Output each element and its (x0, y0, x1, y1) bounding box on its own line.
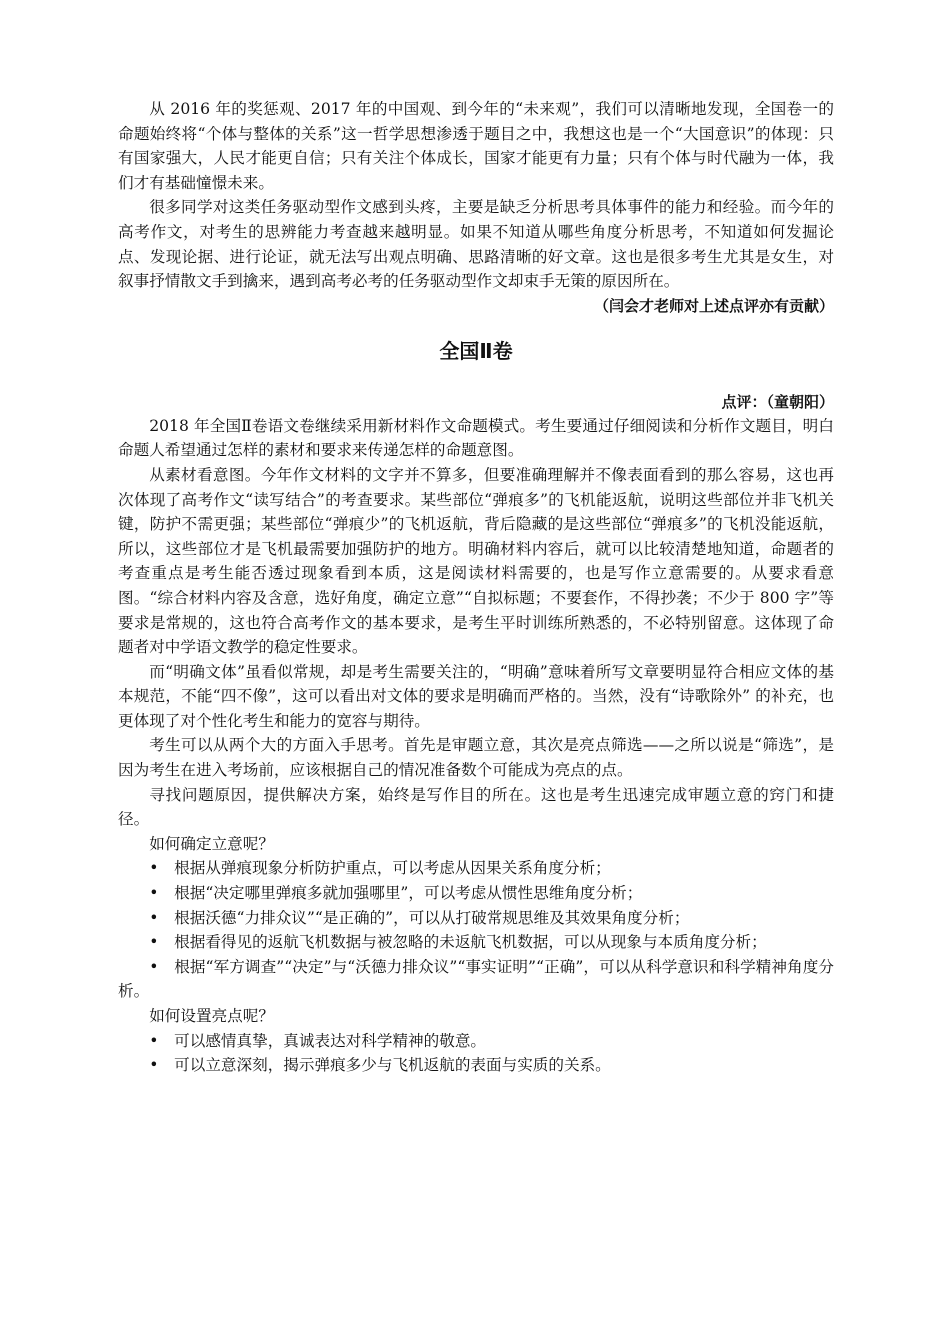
bullet-item (118, 856, 834, 881)
bullet-icon: • (149, 884, 159, 903)
bullet-item (118, 955, 834, 1004)
bullet-icon: • (149, 1056, 159, 1075)
paragraph: 从素材看意图。今年作文材料的文字并不算多，但要准确理解并不像表面看到的那么容易，这也再次体现了高考作文“读写结合”的考查要求。某些部位“弹痕多”的飞机能返航，说明这些部位并非飞机关键，防护不需更强；某些部位“弹痕少”的飞机返航，背后隐藏的是这些部位“弹痕多”的飞机没能返航，所以，这些部位才是飞机最需要加强防护的地方。明确材料内容后，就可以比较清楚地知道，命题者的考查重点是考生能否透过现象看到本质，这是阅读材料需要的，也是写作立意需要的。从要求看意图。“综合材料内容及含意，选好角度，确定立意”“自拟标题；不要套作，不得抄袭；不少于 800 字”等要求是常规的，这也符合高考作文的基本要求，是考生平时训练所熟悉的，不必特别留意。这体现了命题者对中学语文教学的稳定性要求。 (118, 465, 834, 657)
bullet-icon: • (149, 957, 159, 976)
bullet-item (118, 906, 834, 931)
paragraph: 考生可以从两个大的方面入手思考。首先是审题立意，其次是亮点筛选——之所以说是“筛选”，是因为考生在进入考场前，应该根据自己的情况准备数个可能成为亮点的点。 (118, 736, 834, 780)
subheading: 如何确定立意呢？ (149, 834, 274, 853)
section-title: 全国Ⅱ卷 (439, 338, 513, 363)
bullet-text: 根据从弹痕现象分析防护重点，可以考虑从因果关系角度分析； (174, 859, 611, 878)
bullet-icon: • (149, 1031, 159, 1050)
paragraph: 很多同学对这类任务驱动型作文感到头疼，主要是缺乏分析思考具体事件的能力和经验。而今年的高考作文，对考生的思辨能力考查越来越明显。如果不知道从哪些角度分析思考，不知道如何发掘论点、发现论据、进行论证，就无法写出观点明确、思路清晰的好文章。这也是很多考生尤其是女生，对叙事抒情散文手到擒来，遇到高考必考的任务驱动型作文却束手无策的原因所在。 (118, 198, 834, 291)
bullet-text: 可以立意深刻，揭示弹痕多少与飞机返航的表面与实质的关系。 (174, 1056, 611, 1075)
bullet-item (118, 1029, 834, 1054)
bullet-text: 根据“军方调查”“决定”与“沃德力排众议”“事实证明”“正确”，可以从科学意识和科学精神角度分析。 (118, 957, 834, 1001)
bullet-icon: • (149, 933, 159, 952)
paragraph: 寻找问题原因，提供解决方案，始终是写作目的所在。这也是考生迅速完成审题立意的窍门和捷径。 (118, 785, 834, 829)
subheading: 如何设置亮点呢？ (149, 1007, 274, 1025)
credit-note: （闫会才老师对上述点评亦有贡献） (593, 296, 834, 315)
bullet-text: 可以感情真挚，真诚表达对科学精神的敬意。 (174, 1031, 487, 1050)
bullet-text: 根据“决定哪里弹痕多就加强哪里”，可以考虑从惯性思维角度分析； (174, 884, 643, 903)
bullet-item (118, 930, 834, 955)
paragraph: 2018 年全国Ⅱ卷语文卷继续采用新材料作文命题模式。考生要通过仔细阅读和分析作文题目，明白命题人希望通过怎样的素材和要求来传递怎样的命题意图。 (118, 416, 834, 460)
bullet-item (118, 1053, 834, 1078)
bullet-icon: • (149, 859, 159, 878)
bullet-item (118, 881, 834, 906)
paragraph: 而“明确文体”虽看似常规，却是考生需要关注的，“明确”意味着所写文章要明显符合相应文体的基本规范，不能“四不像”，这可以看出对文体的要求是明确而严格的。当然，没有“诗歌除外” 的补充，也更体现了对个性化考生和能力的宽容与期待。 (118, 662, 834, 730)
document-page (118, 97, 834, 1078)
bullet-text: 根据看得见的返航飞机数据与被忽略的未返航飞机数据，可以从现象与本质角度分析； (174, 933, 767, 952)
bullet-icon: • (149, 908, 159, 927)
bullet-text: 根据沃德“力排众议”“是正确的”，可以从打破常规思维及其效果角度分析； (174, 908, 690, 927)
reviewer-note: 点评：（童朝阳） (721, 392, 834, 411)
paragraph: 从 2016 年的奖惩观、2017 年的中国观、到今年的“未来观”，我们可以清晰地发现，全国卷一的命题始终将“个体与整体的关系”这一哲学思想渗透于题目之中，我想这也是一个“大国意识”的体现：只有国家强大，人民才能更自信；只有关注个体成长，国家才能更有力量；只有个体与时代融为一体，我们才有基础憧憬未来。 (118, 100, 834, 192)
